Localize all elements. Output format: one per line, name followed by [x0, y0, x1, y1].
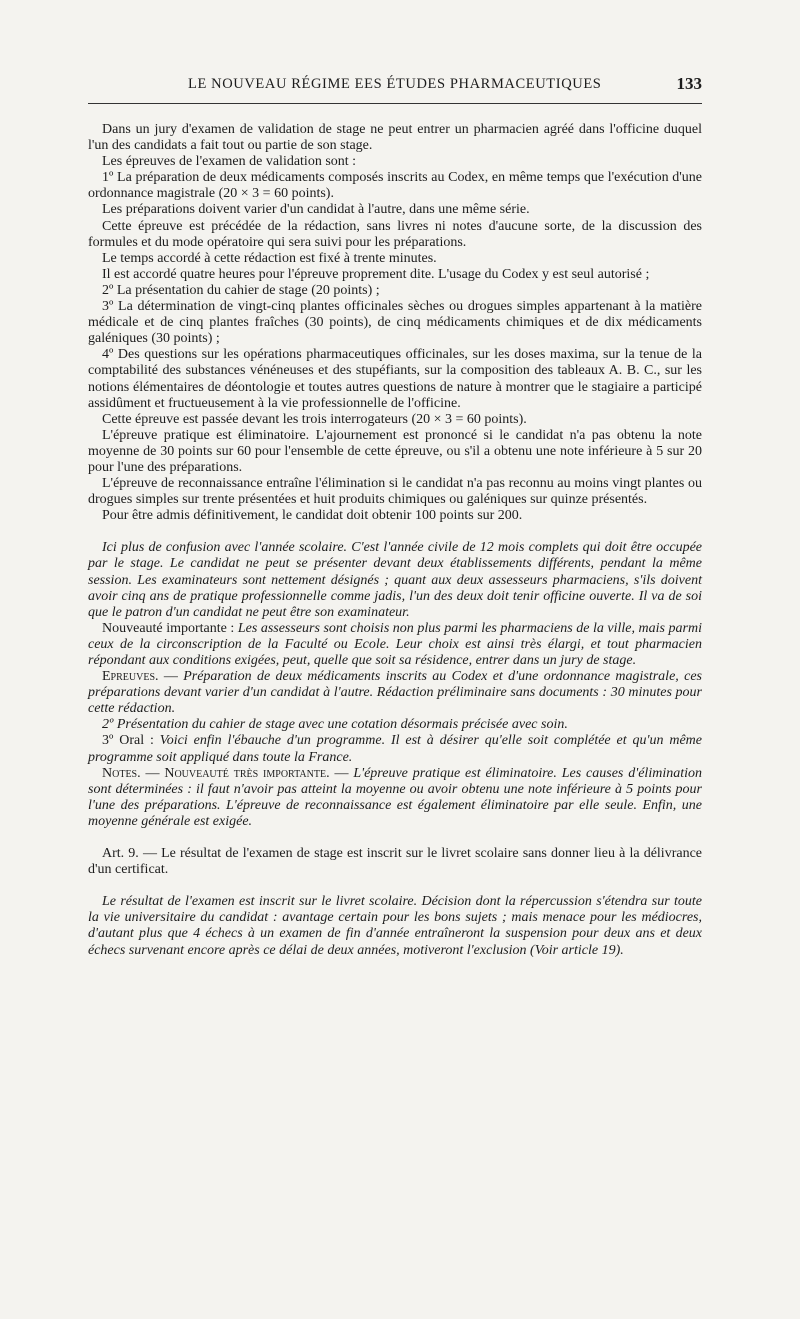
paragraph [88, 766, 702, 830]
paragraph-text: Art. 9. — Le résultat de l'examen de stage est inscrit sur le livret scolaire sans donner lieu à la délivrance d'un certificat. [88, 846, 702, 878]
paragraph-text: 2º Présentation du cahier de stage avec une cotation désormais précisée avec soin. [102, 717, 568, 733]
paragraph [88, 170, 702, 202]
paragraph-text: 1º La préparation de deux médicaments composés inscrits au Codex, en même temps que l'exécution d'une ordonnance magistrale (20 × 3 = 60 points). [88, 170, 702, 202]
paragraph-text: 4º Des questions sur les opérations pharmaceutiques officinales, sur les doses maxima, sur la tenue de la comptabilité des substances vénéneuses et des stupéfiants, sur la composition des tableaux A. B. C., sur les notions élémentaires de déontologie et toutes autres questions de nature à montrer que le stagiaire a participé assidûment et fructueusement à la vie professionnelle de l'officine. [88, 347, 702, 411]
paragraph-text: Cette épreuve est passée devant les trois interrogateurs (20 × 3 = 60 points). [102, 411, 527, 427]
paragraph [88, 621, 702, 669]
paragraph-text: Cette épreuve est précédée de la rédaction, sans livres ni notes d'aucune sorte, de la discussion des formules et du mode opératoire qui sera suivi pour les préparations. [88, 218, 702, 250]
paragraph [88, 508, 702, 524]
paragraph-text: Voici enfin l'ébauche d'un programme. Il est à désirer qu'elle soit complétée et qu'un même programme soit appliqué dans toute la France. [88, 733, 703, 765]
paragraph [88, 846, 702, 878]
paragraph [88, 540, 702, 620]
paragraph-text: Le temps accordé à cette rédaction est fixé à trente minutes. [102, 250, 437, 266]
paragraph [88, 669, 702, 717]
page-header [88, 74, 702, 98]
paragraph [88, 717, 702, 733]
paragraph-text: L'épreuve pratique est éliminatoire. Les causes d'élimination sont déterminées : il faut n'avoir pas atteint la moyenne ou avoir obtenu une note inférieure à 5 points pour l'une des préparations. L'épreuve de reconnaissance est également éliminatoire par elle seule. Enfin, une moyenne générale est exigée. [88, 765, 702, 829]
paragraph-text: Dans un jury d'examen de validation de stage ne peut entrer un pharmacien agréé dans l'officine duquel l'un des candidats a fait tout ou partie de son stage. [88, 122, 702, 154]
paragraph-text: Les préparations doivent varier d'un candidat à l'autre, dans une même série. [102, 202, 530, 218]
paragraph-text: Les épreuves de l'examen de validation sont : [102, 154, 357, 170]
paragraph [88, 428, 702, 476]
paragraph [88, 476, 702, 508]
paragraph [88, 219, 702, 251]
paragraph-text: Le résultat de l'examen est inscrit sur le livret scolaire. Décision dont la répercussion s'étendra sur toute la vie universitaire du candidat : avantage certain pour les bons sujets ; mais menace pour les médiocres, d'autant plus que 4 échecs à un examen de fin d'année entraîneront la suspension pour deux ans et deux échecs survenant encore après ce délai de deux années, motiveront l'exclusion (Voir article 19). [88, 894, 702, 958]
paragraph-text: Les assesseurs sont choisis non plus parmi les pharmaciens de la ville, mais parmi ceux de la circonscription de la Faculté ou Ecole. Leur choix est ainsi très élargi, et tout pharmacien répondant aux conditions exigées, peut, quelle que soit sa résidence, entrer dans un jury de stage. [88, 620, 702, 668]
paragraph-smallcaps-lead: Notes. — Nouveauté très importante. — [102, 765, 354, 781]
paragraph-text: Pour être admis définitivement, le candidat doit obtenir 100 points sur 200. [102, 508, 523, 524]
page-number: 133 [676, 74, 702, 93]
paragraph-text: Il est accordé quatre heures pour l'épreuve proprement dite. L'usage du Codex y est seul autorisé ; [102, 266, 650, 282]
paragraph [88, 283, 702, 299]
paragraph-text: Préparation de deux médicaments inscrits au Codex et d'une ordonnance magistrale, ces préparations devant varier d'un candidat à l'autre. Rédaction préliminaire sans documents : 30 minutes pour cette rédaction. [88, 669, 702, 717]
paragraph [88, 202, 702, 218]
running-title: LE NOUVEAU RÉGIME EES ÉTUDES PHARMACEUTIQUES [188, 76, 602, 92]
paragraph [88, 154, 702, 170]
paragraph [88, 267, 702, 283]
paragraph-lead: Nouveauté importante : [102, 620, 238, 636]
paragraph [88, 733, 702, 765]
paragraph [88, 894, 702, 958]
paragraph [88, 347, 702, 411]
paragraph-lead: 3º Oral : [102, 733, 160, 749]
paragraph [88, 122, 702, 154]
paragraph-text: 2º La présentation du cahier de stage (20 points) ; [102, 282, 380, 298]
header-rule [88, 103, 702, 104]
article-body [88, 122, 702, 959]
paragraph-text: L'épreuve pratique est éliminatoire. L'ajournement est prononcé si le candidat n'a pas obtenu la note moyenne de 30 points sur 60 pour l'ensemble de cette épreuve, ou s'il a obtenu une note inférieure à 5 sur 20 pour l'une des préparations. [88, 427, 702, 475]
paragraph [88, 299, 702, 347]
paragraph-text: 3º La détermination de vingt-cinq plantes officinales sèches ou drogues simples appartenant à la matière médicale et de cinq plantes fraîches (30 points), de cinq médicaments chimiques et de dix médicaments galéniques (30 points) ; [88, 299, 702, 347]
paragraph-text: L'épreuve de reconnaissance entraîne l'élimination si le candidat n'a pas reconnu au moins vingt plantes ou drogues simples sur trente présentées et huit produits chimiques ou galéniques sur quinze présentés. [88, 476, 702, 508]
paragraph [88, 251, 702, 267]
paragraph-smallcaps-lead: Epreuves. — [102, 669, 184, 685]
paragraph-text: Ici plus de confusion avec l'année scolaire. C'est l'année civile de 12 mois complets qui doit être occupée par le stage. Le candidat ne peut se présenter devant deux établissements différents, pendant la même session. Les examinateurs sont nettement désignés ; quant aux deux assesseurs pharmaciens, s'ils doivent avoir cinq ans de pratique professionnelle comme jadis, l'un des deux doit tenir officine ouverte. Il va de soi que le patron d'un candidat ne peut être son examinateur. [88, 540, 702, 620]
paragraph [88, 412, 702, 428]
